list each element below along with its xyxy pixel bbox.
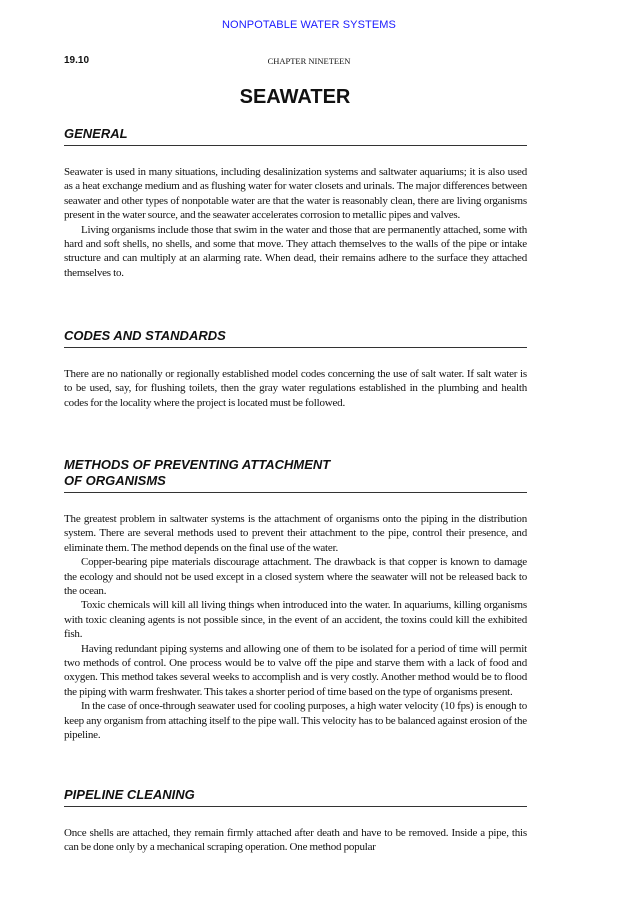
section-body-pipeline-cleaning xyxy=(64,826,527,855)
section-codes-and-standards xyxy=(64,328,527,410)
paragraph: Having redundant piping systems and allowing one of them to be isolated for a period of time will permit two methods of control. One process would be to valve off the pipe and starve them with a lack of food and oxygen. This method takes several weeks to accomplish and is very costly. Another method would be to flood the piping with warm freshwater. This takes a shorter period of time based on the type of organisms present. xyxy=(64,642,527,698)
section-heading-codes-and-standards: CODES AND STANDARDS xyxy=(64,328,527,348)
paragraph: Seawater is used in many situations, including desalinization systems and saltwater aquariums; it is also used as a heat exchange medium and as flushing water for water closets and urinals. The major differences between seawater and other types of nonpotable water are that the water is reasonably clean, there are living organisms present in the water source, and the seawater accelerates corrosion to metallic pipes and valves. xyxy=(64,166,527,222)
paragraph: Once shells are attached, they remain firmly attached after death and have to be removed. Inside a pipe, this can be done only by a mechanical scraping operation. One method popular xyxy=(64,827,527,854)
section-body-methods xyxy=(64,512,527,743)
section-pipeline-cleaning xyxy=(64,787,527,855)
section-general xyxy=(64,126,527,280)
paragraph: Toxic chemicals will kill all living things when introduced into the water. In aquariums, killing organisms with toxic cleaning agents is not possible since, in the event of an accident, the toxins could kill the exhibited fish. xyxy=(64,599,527,641)
section-heading-line: METHODS OF PREVENTING ATTACHMENT xyxy=(64,457,331,472)
section-heading-methods xyxy=(64,457,527,493)
paragraph: The greatest problem in saltwater systems is the attachment of organisms onto the piping in the distribution system. There are several methods used to prevent their attachment to the pipe, control their presence, and eliminate them. The method depends on the final use of the water. xyxy=(64,513,527,554)
paragraph: Living organisms include those that swim in the water and those that are permanently attached, some with hard and soft shells, no shells, and some that move. They attach themselves to the walls of the pipe or intake structure and can multiply at an alarming rate. When dead, their remains adhere to the surface they attached themselves to. xyxy=(64,223,527,279)
section-body-general xyxy=(64,165,527,280)
running-head: NONPOTABLE WATER SYSTEMS xyxy=(222,19,396,31)
section-methods-of-preventing-attachment xyxy=(64,457,527,743)
chapter-title: SEAWATER xyxy=(239,86,351,108)
section-body-codes-and-standards xyxy=(64,367,527,410)
section-heading-general: GENERAL xyxy=(64,126,527,146)
page-number: 19.10 xyxy=(64,55,90,66)
chapter-label: CHAPTER NINETEEN xyxy=(267,56,351,66)
section-heading-line: OF ORGANISMS xyxy=(64,473,166,488)
section-heading-pipeline-cleaning: PIPELINE CLEANING xyxy=(64,787,527,807)
paragraph: Copper-bearing pipe materials discourage attachment. The drawback is that copper is known to damage the ecology and should not be used except in a closed system where the seawater will not be released back to the ocean. xyxy=(64,556,527,598)
paragraph: In the case of once-through seawater used for cooling purposes, a high water velocity (10 fps) is enough to keep any organism from attaching itself to the pipe wall. This velocity has to be balanced against erosion of the pipeline. xyxy=(64,700,527,742)
paragraph: There are no nationally or regionally established model codes concerning the use of salt water. If salt water is to be used, say, for flushing toilets, then the gray water regulations established in the plumbing and health codes for the locality where the project is located must be followed. xyxy=(64,368,527,409)
